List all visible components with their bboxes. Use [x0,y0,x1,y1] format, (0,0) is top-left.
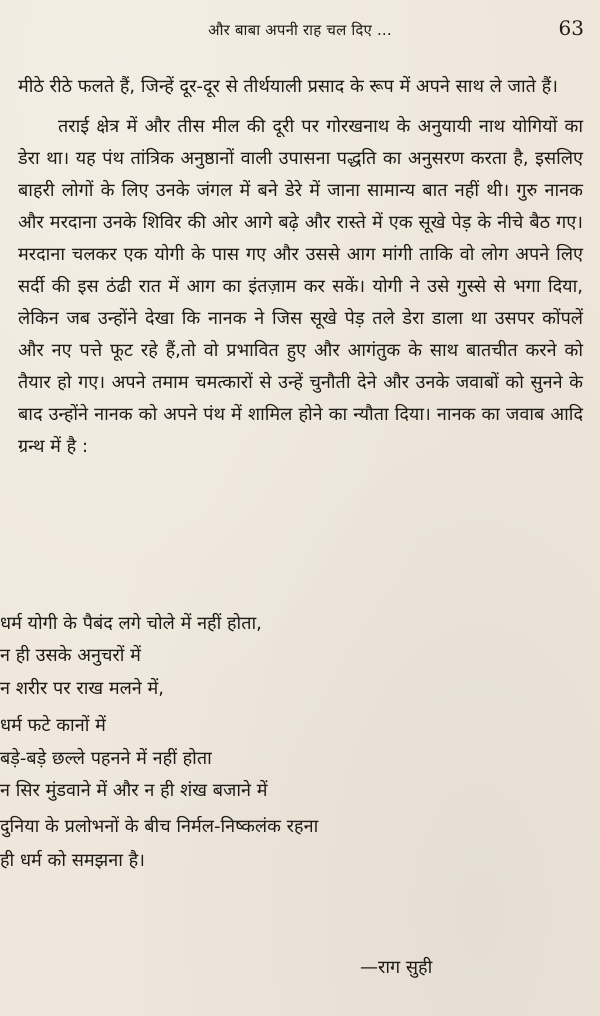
page-number: 63 [558,16,584,40]
verse-line: बड़े-बड़े छल्ले पहनने में नहीं होता [0,748,212,769]
verse-line: धर्म फटे कानों में [0,715,106,736]
verse-line: न सिर मुंडवाने में और न ही शंख बजाने में [0,780,268,801]
verse-line: न शरीर पर राख मलने में, [0,678,165,699]
paragraph-continuation: मीठे रीठे फलते हैं, जिन्हें दूर-दूर से तीर्थयाली प्रसाद के रूप में अपने साथ ले जाते हैं। [18,76,558,97]
verse-line: ही धर्म को समझना है। [0,850,145,871]
paragraph-nath-yogis: तराई क्षेत्र में और तीस मील की दूरी पर गोरखनाथ के अनुयायी नाथ योगियों का डेरा था। यह पंथ तांत्रिक अनुष्ठानों वाली उपासना पद्धति का अनुसरण करता है, इसलिए बाहरी लोगों के लिए उनके जंगल में बने डेरे में जाना सामान्य बात नहीं थी। गुरु नानक और मरदाना उनके शिविर की ओर आगे बढ़े और रास्ते में एक सूखे पेड़ के नीचे बैठ गए। मरदाना चलकर एक योगी के पास गए और उससे आग मांगी ताकि वो लोग अपने लिए सर्दी की इस ठंढी रात में आग का इंतज़ाम कर सकें। योगी ने उसे गुस्से से भगा दिया, लेकिन जब उन्होंने देखा कि नानक ने जिस सूखे पेड़ तले डेरा डाला था उसपर कोंपलें और नए पत्ते फूट रहे हैं,तो वो प्रभावित हुए और आगंतुक के साथ बातचीत करने को तैयार हो गए। अपने तमाम चमत्कारों से उन्हें चुनौती देने और उनके जवाबों को सुनने के बाद उन्होंने नानक को अपने पंथ में शामिल होने का न्यौता दिया। नानक का जवाब आदि ग्रन्थ में है : [18,116,583,457]
verse-line: धर्म योगी के पैबंद लगे चोले में नहीं होता, [0,613,262,634]
verse-line: दुनिया के प्रलोभनों के बीच निर्मल-निष्कलंक रहना [0,816,319,837]
verse-line: न ही उसके अनुचरों में [0,645,141,666]
running-title: और बाबा अपनी राह चल दिए ... [208,21,392,39]
verse-attribution: —राग सुही [360,957,433,978]
